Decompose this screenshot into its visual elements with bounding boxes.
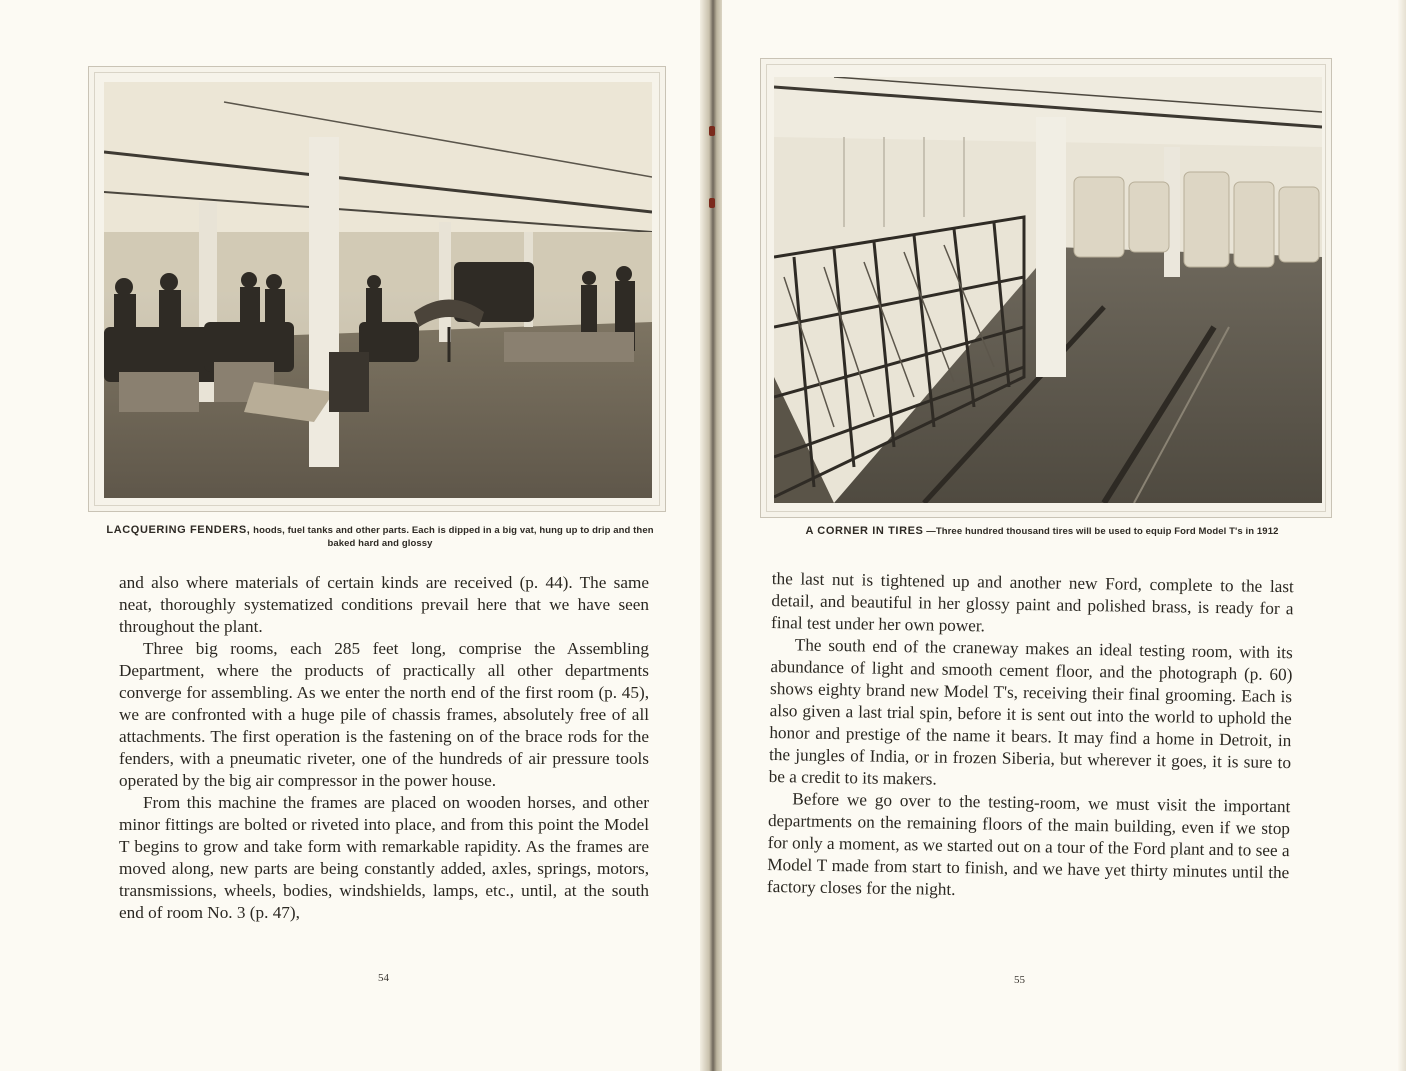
binding-thread-mark xyxy=(709,126,715,136)
left-photo-caption xyxy=(100,524,660,550)
left-photo-frame xyxy=(88,66,666,512)
left-paragraph: and also where materials of certain kinds are received (p. 44). The same neat, thoroughly systematized conditions prevail here that we have seen throughout the plant. xyxy=(119,573,649,636)
corner-in-tires-photo xyxy=(774,77,1322,503)
right-photo-caption xyxy=(802,525,1282,538)
left-caption-title: LACQUERING FENDERS, xyxy=(106,524,251,536)
right-page xyxy=(722,0,1406,1071)
right-photo-frame xyxy=(760,58,1332,518)
right-caption-title: A CORNER IN TIRES xyxy=(805,525,924,537)
left-paragraph: Three big rooms, each 285 feet long, comprise the Assembling Department, where the products of practically all other departments converge for assembling. As we enter the north end of the first room (p. 45), we are confronted with a huge pile of chassis frames, absolutely free of all attachments. The first operation is the fastening on of the brace rods for the fenders, with a pneumatic riveter, one of the hundreds of air pressure tools operated by the big air compressor in the power house. xyxy=(119,639,649,790)
right-paragraph: Before we go over to the testing-room, we must visit the important departments on the remaining floors of the main building, even if we stop for only a moment, as we started out on a tour of the Ford plant and to see a Model T made from start to finish, and we have yet thirty minutes until the factory closes for the night. xyxy=(766,789,1291,899)
page-edge xyxy=(1398,0,1406,1071)
right-body-text xyxy=(767,568,1294,906)
right-paragraph: The south end of the craneway makes an ideal testing room, with its abundance of light and smooth cement floor, and the photograph (p. 60) shows eighty brand new Model T's, receiving their final grooming. Each is also given a last trial spin, before it is sent out into the world to uphold the honor and prestige of the name it bears. It may find a home in Detroit, in the jungles of India, or in frozen Siberia, but wherever it goes, it is sure to be a credit to its makers. xyxy=(768,635,1293,789)
binding-thread-mark xyxy=(709,198,715,208)
left-body-text xyxy=(119,572,649,924)
left-caption-text: hoods, fuel tanks and other parts. Each is dipped in a big vat, hung up to drip and then baked hard and glossy xyxy=(253,525,654,549)
left-paragraph: From this machine the frames are placed on wooden horses, and other minor fittings are bolted or riveted into place, and from this point the Model T begins to grow and take form with remarkable rapidity. As the frames are moved along, new parts are being constantly added, axles, springs, motors, transmissions, wheels, bodies, windshields, lamps, etc., until, at the south end of room No. 3 (p. 47), xyxy=(119,793,649,922)
right-paragraph: the last nut is tightened up and another new Ford, complete to the last detail, and beautiful in her glossy paint and polished brass, is ready for a final test under her own power. xyxy=(770,568,1294,636)
left-page-number: 54 xyxy=(378,972,389,984)
lacquering-fenders-photo xyxy=(104,82,652,498)
right-page-number: 55 xyxy=(1014,974,1025,986)
right-caption-text: —Three hundred thousand tires will be used to equip Ford Model T's in 1912 xyxy=(926,526,1279,537)
